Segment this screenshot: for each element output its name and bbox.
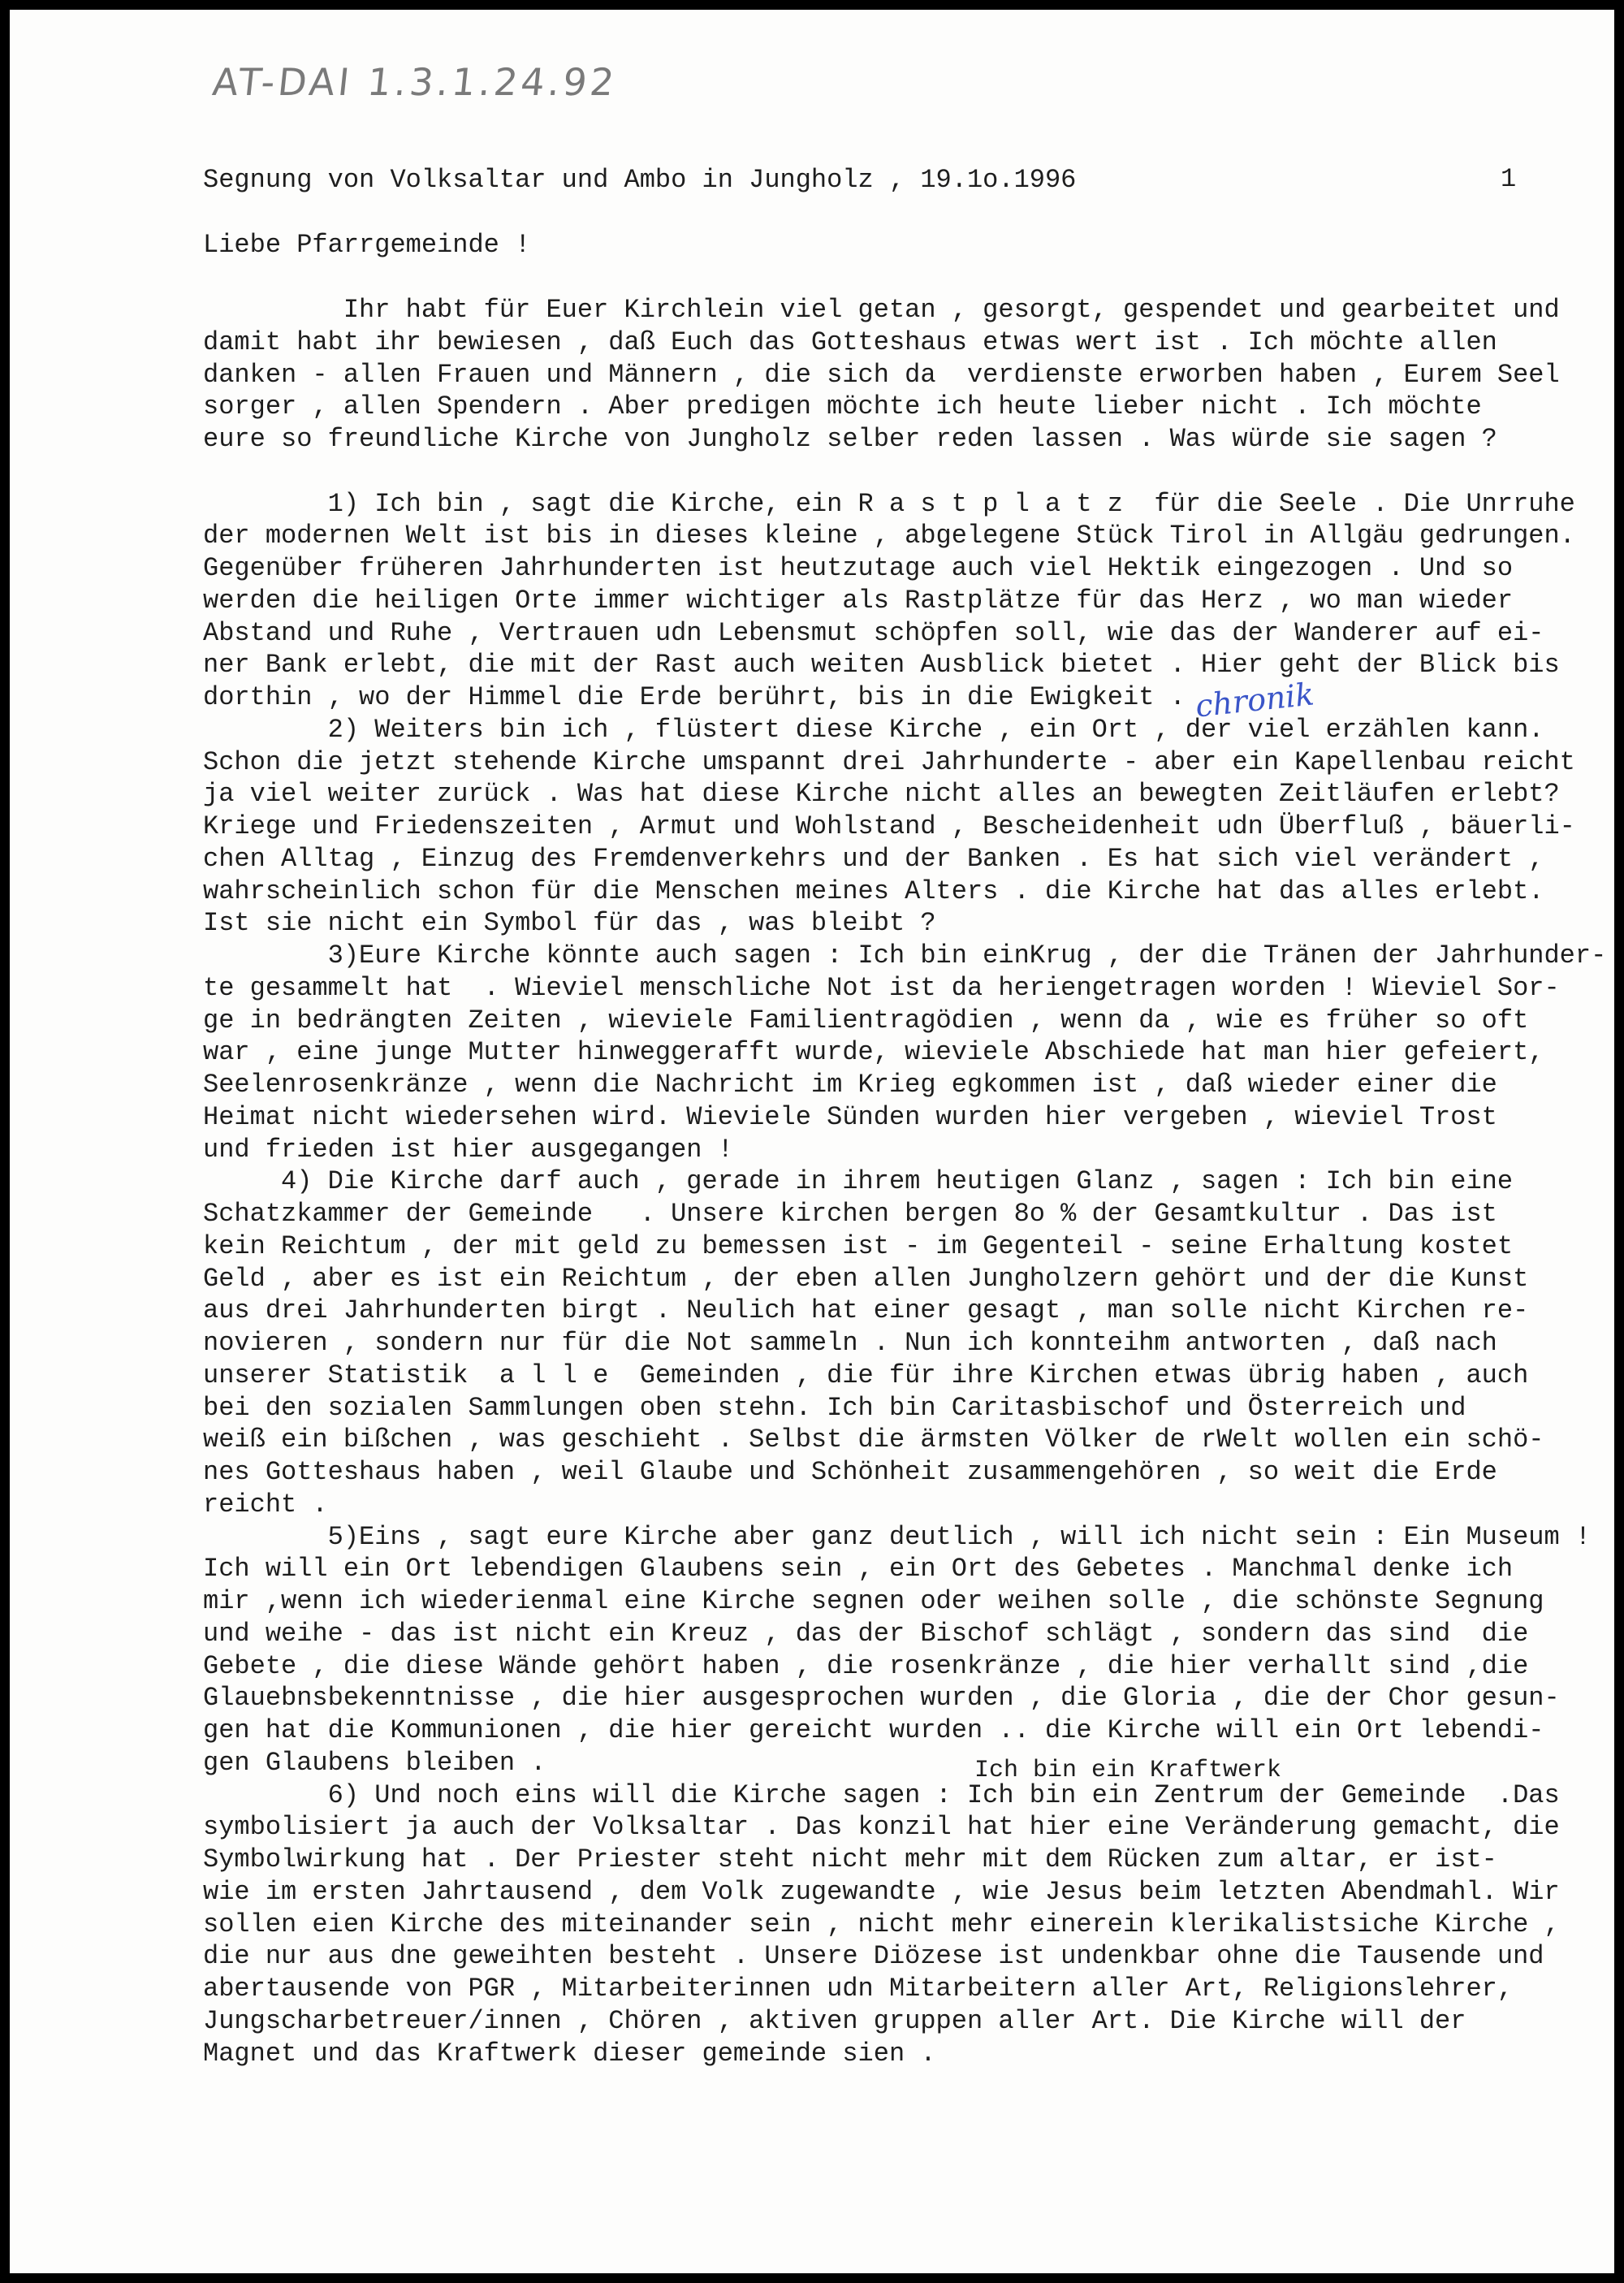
text-line: Gegenüber früheren Jahrhunderten ist heutzutage auch viel Hektik eingezogen . Und so: [203, 553, 1514, 583]
text-line: Symbolwirkung hat . Der Priester steht nicht mehr mit dem Rücken zum altar, er ist-: [203, 1844, 1497, 1874]
text-line: Heimat nicht wiedersehen wird. Wieviele Sünden wurden hier vergeben , wieviel Trost: [203, 1101, 1497, 1132]
text-line: Ihr habt für Euer Kirchlein viel getan , gesorgt, gespendet und gearbeitet und: [203, 295, 1560, 325]
text-line: gen hat die Kommunionen , die hier gereicht wurden .. die Kirche will ein Ort lebendi-: [203, 1715, 1544, 1745]
text-line: Ich will ein Ort lebendigen Glaubens sein , ein Ort des Gebetes . Manchmal denke ich: [203, 1554, 1514, 1585]
text-line: sollen eien Kirche des miteinander sein , nicht mehr einerein klerikalistsiche Kirche ,: [203, 1909, 1560, 1939]
text-line: eure so freundliche Kirche von Jungholz selber reden lassen . Was würde sie sagen ?: [203, 424, 1497, 454]
text-line: 1) Ich bin , sagt die Kirche, ein R a s t p l a t z für die Seele . Die Unrruhe: [203, 488, 1575, 519]
text-line: symbolisiert ja auch der Volksaltar . Das konzil hat hier eine Veränderung gemacht, die: [203, 1812, 1560, 1843]
text-line: nes Gotteshaus haben , weil Glaube und Schönheit zusammengehören , so weit die Erde: [203, 1457, 1497, 1487]
page-number: 1: [1501, 164, 1517, 194]
text-line: te gesammelt hat . Wieviel menschliche Not ist da heriengetragen worden ! Wieviel Sor-: [203, 972, 1560, 1003]
handwritten-correction-chronik: chronik: [1194, 676, 1316, 724]
text-line: Seelenrosenkränze , wenn die Nachricht im Krieg egkommen ist , daß wieder einer die: [203, 1070, 1497, 1100]
text-line: danken - allen Frauen und Männern , die sich da verdienste erworben haben , Eurem Seel: [203, 359, 1560, 390]
text-line: 5)Eins , sagt eure Kirche aber ganz deutlich , will ich nicht sein : Ein Museum !: [203, 1521, 1592, 1552]
text-line: wie im ersten Jahrtausend , dem Volk zugewandte , wie Jesus beim letzten Abendmahl. Wir: [203, 1876, 1560, 1907]
text-line: kein Reichtum , der mit geld zu bemessen ist - im Gegenteil - seine Erhaltung kostet: [203, 1230, 1514, 1261]
text-line: ner Bank erlebt, die mit der Rast auch weiten Ausblick bietet . Hier geht der Blick bis: [203, 650, 1560, 681]
text-line: die nur aus dne geweihten besteht . Unsere Diözese ist undenkbar ohne die Tausende und: [203, 1941, 1544, 1972]
text-line: 3)Eure Kirche könnte auch sagen : Ich bin einKrug , der die Tränen der Jahrhunder-: [203, 940, 1607, 971]
document-page: [10, 10, 1614, 2273]
text-line: Kriege und Friedenszeiten , Armut und Wohlstand , Bescheidenheit udn Überfluß , bäuerli-: [203, 811, 1575, 841]
text-line: 4) Die Kirche darf auch , gerade in ihrem heutigen Glanz , sagen : Ich bin eine: [203, 1166, 1514, 1197]
text-line: Jungscharbetreuer/innen , Chören , aktiven gruppen aller Art. Die Kirche will der: [203, 2005, 1466, 2036]
text-line: weiß ein bißchen , was geschieht . Selbst die ärmsten Völker de rWelt wollen ein schö-: [203, 1425, 1544, 1455]
text-line: 6) Und noch eins will die Kirche sagen : Ich bin ein Zentrum der Gemeinde .Das: [203, 1779, 1560, 1810]
text-line: und weihe - das ist nicht ein Kreuz , das der Bischof schlägt , sondern das sind die: [203, 1618, 1529, 1649]
text-line: der modernen Welt ist bis in dieses kleine , abgelegene Stück Tirol in Allgäu gedrungen.: [203, 521, 1575, 551]
text-line: Glauebnsbekenntnisse , die hier ausgesprochen wurden , die Gloria , die der Chor gesun-: [203, 1683, 1560, 1714]
text-line: 2) Weiters bin ich , flüstert diese Kirche , ein Ort , der viel erzählen kann.: [203, 714, 1544, 745]
text-line: Schatzkammer der Gemeinde . Unsere kirchen bergen 8o % der Gesamtkultur . Das ist: [203, 1199, 1497, 1229]
text-line: war , eine junge Mutter hinweggerafft wurde, wieviele Abschiede hat man hier gefeiert,: [203, 1037, 1544, 1068]
text-line: chen Alltag , Einzug des Fremdenverkehrs und der Banken . Es hat sich viel verändert ,: [203, 843, 1544, 874]
text-line: und frieden ist hier ausgegangen !: [203, 1134, 733, 1165]
text-line: Geld , aber es ist ein Reichtum , der eben allen Jungholzern gehört und der die Kunst: [203, 1263, 1529, 1294]
inserted-correction-kraftwerk: Ich bin ein Kraftwerk: [974, 1757, 1282, 1784]
text-line: Magnet und das Kraftwerk dieser gemeinde sien .: [203, 2038, 936, 2069]
text-line: novieren , sondern nur für die Not sammeln . Nun ich konnteihm antworten , daß nach: [203, 1328, 1497, 1358]
archive-reference: AT-DAI 1.3.1.24.92: [210, 60, 620, 104]
text-line: aus drei Jahrhunderten birgt . Neulich hat einer gesagt , man solle nicht Kirchen re-: [203, 1295, 1529, 1326]
text-line: reicht .: [203, 1489, 328, 1520]
text-line: Schon die jetzt stehende Kirche umspannt drei Jahrhunderte - aber ein Kapellenbau reicht: [203, 746, 1575, 777]
text-line: abertausende von PGR , Mitarbeiterinnen udn Mitarbeitern aller Art, Religionslehrer,: [203, 1974, 1514, 2004]
text-line: werden die heiligen Orte immer wichtiger als Rastplätze für das Herz , wo man wieder: [203, 585, 1514, 616]
text-line: wahrscheinlich schon für die Menschen meines Alters . die Kirche hat das alles erlebt.: [203, 876, 1544, 906]
text-line: sorger , allen Spendern . Aber predigen möchte ich heute lieber nicht . Ich möchte: [203, 391, 1482, 422]
text-line: unserer Statistik a l l e Gemeinden , die für ihre Kirchen etwas übrig haben , auch: [203, 1360, 1529, 1390]
text-line: gen Glaubens bleiben .: [203, 1747, 546, 1778]
salutation: Liebe Pfarrgemeinde !: [203, 230, 531, 260]
text-line: ge in bedrängten Zeiten , wieviele Familientragödien , wenn da , wie es früher so oft: [203, 1005, 1529, 1036]
document-title: Segnung von Volksaltar und Ambo in Jungholz , 19.1o.1996: [203, 165, 1077, 195]
text-line: dorthin , wo der Himmel die Erde berührt, bis in die Ewigkeit .: [203, 682, 1186, 712]
text-line: Abstand und Ruhe , Vertrauen udn Lebensmut schöpfen soll, wie das der Wanderer auf ei-: [203, 617, 1544, 648]
text-line: mir ,wenn ich wiederienmal eine Kirche segnen oder weihen solle , die schönste Segnung: [203, 1586, 1544, 1616]
text-line: Ist sie nicht ein Symbol für das , was bleibt ?: [203, 908, 936, 939]
text-line: Gebete , die diese Wände gehört haben , die rosenkränze , die hier verhallt sind ,die: [203, 1650, 1529, 1681]
text-line: bei den sozialen Sammlungen oben stehn. Ich bin Caritasbischof und Österreich und: [203, 1392, 1466, 1423]
text-line: damit habt ihr bewiesen , daß Euch das Gotteshaus etwas wert ist . Ich möchte allen: [203, 326, 1497, 357]
text-line: ja viel weiter zurück . Was hat diese Kirche nicht alles an bewegten Zeitläufen erlebt?: [203, 779, 1560, 810]
